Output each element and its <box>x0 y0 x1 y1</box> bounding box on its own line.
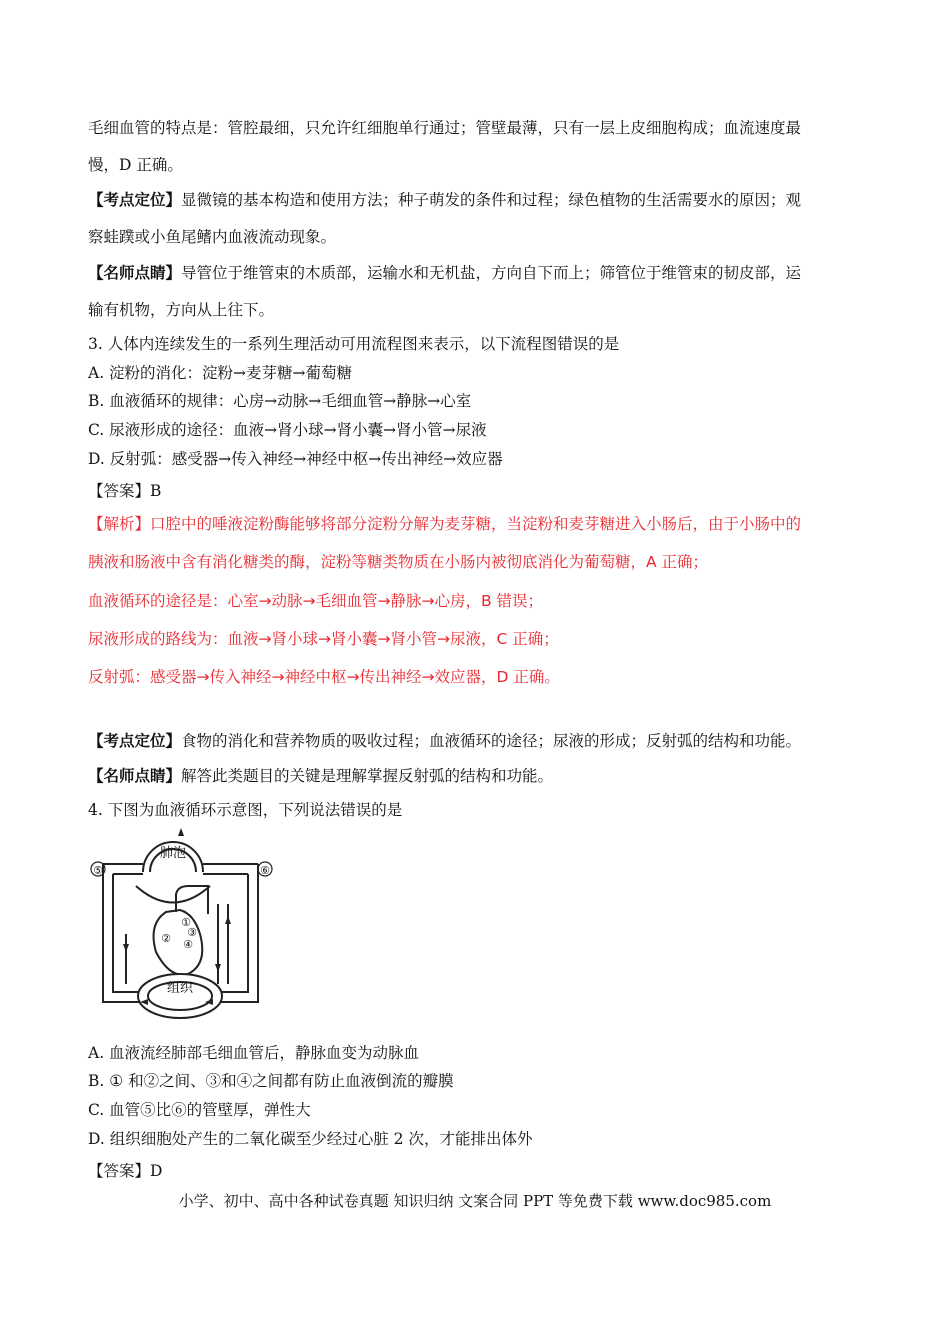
question-3-option-a: A. 淀粉的消化：淀粉→麦芽糖→葡萄糖 <box>88 364 353 382</box>
teacher-tip-tag: 【名师点睛】 <box>88 263 182 282</box>
exam-point-tag: 【考点定位】 <box>88 190 182 209</box>
exam-point-block <box>88 190 801 210</box>
mark-4: ④ <box>183 938 193 951</box>
question-3-stem: 3. 人体内连续发生的一系列生理活动可用流程图来表示，以下流程图错误的是 <box>88 335 620 353</box>
paragraph-line: 察蛙蹼或小鱼尾鳍内血液流动现象。 <box>88 228 337 246</box>
arrow-icon <box>178 828 184 836</box>
exam-point-text: 显微镜的基本构造和使用方法；种子萌发的条件和过程；绿色植物的生活需要水的原因；观 <box>181 191 802 209</box>
pulmonary-vessel-right <box>203 864 258 874</box>
arrow-icon <box>225 916 231 924</box>
pulmonary-capillary <box>136 886 210 903</box>
lung-label: 肺泡 <box>159 846 187 861</box>
tissue-label: 组织 <box>166 981 194 996</box>
mark-3: ③ <box>187 926 197 939</box>
analysis-line: 血液循环的途径是：心室→动脉→毛细血管→静脉→心房，B 错误； <box>88 592 544 610</box>
page-footer: 小学、初中、高中各种试卷真题 知识归纳 文案合同 PPT 等免费下载 www.doc985.com <box>178 1192 772 1210</box>
arrow-icon <box>215 964 221 972</box>
teacher-tip-text: 导管位于维管束的木质部，运输水和无机盐，方向自下而上；筛管位于维管束的韧皮部，运 <box>181 264 802 282</box>
paragraph-line: 输有机物，方向从上往下。 <box>88 301 275 319</box>
question-4-answer: 【答案】D <box>88 1162 163 1180</box>
mark-5: ⑤ <box>93 864 103 877</box>
question-4-option-c: C. 血管⑤比⑥的管壁厚，弹性大 <box>88 1101 311 1119</box>
exam-point-block <box>88 731 801 751</box>
question-3-option-b: B. 血液循环的规律：心房→动脉→毛细血管→静脉→心室 <box>88 392 472 410</box>
question-4-stem: 4. 下图为血液循环示意图，下列说法错误的是 <box>88 801 403 819</box>
exam-point-tag: 【考点定位】 <box>88 731 182 750</box>
teacher-tip-tag: 【名师点睛】 <box>88 766 182 785</box>
mark-2: ② <box>161 932 171 945</box>
question-4-option-a: A. 血液流经肺部毛细血管后，静脉血变为动脉血 <box>88 1044 420 1062</box>
analysis-line: 【解析】口腔中的唾液淀粉酶能够将部分淀粉分解为麦芽糖，当淀粉和麦芽糖进入小肠后，由于小肠中的 <box>88 515 802 533</box>
arrow-icon <box>123 944 129 952</box>
question-4-option-d: D. 组织细胞处产生的二氧化碳至少经过心脏 2 次，才能排出体外 <box>88 1130 533 1148</box>
analysis-line: 尿液形成的路线为：血液→肾小球→肾小囊→肾小管→尿液，C 正确； <box>88 630 559 648</box>
exam-point-text: 食物的消化和营养物质的吸收过程；血液循环的途径；尿液的形成；反射弧的结构和功能。 <box>181 732 802 750</box>
mark-6: ⑥ <box>260 864 270 877</box>
question-3-option-d: D. 反射弧：感受器→传入神经→神经中枢→传出神经→效应器 <box>88 450 503 468</box>
mark-1: ① <box>181 916 191 929</box>
pulmonary-vessel-left <box>103 864 143 874</box>
paragraph-line: 毛细血管的特点是：管腔最细，只允许红细胞单行通过；管壁最薄，只有一层上皮细胞构成；血流速度最 <box>88 119 802 137</box>
teacher-tip-block <box>88 766 553 786</box>
question-4-option-b: B. ① 和②之间、③和④之间都有防止血液倒流的瓣膜 <box>88 1072 454 1090</box>
systemic-vessels <box>126 904 228 984</box>
teacher-tip-block <box>88 263 801 283</box>
analysis-line: 反射弧：感受器→传入神经→神经中枢→传出神经→效应器，D 正确。 <box>88 668 560 686</box>
analysis-line: 胰液和肠液中含有消化糖类的酶，淀粉等糖类物质在小肠内被彻底消化为葡萄糖，A 正确； <box>88 553 709 571</box>
blood-circulation-diagram <box>88 824 278 1029</box>
question-3-answer: 【答案】B <box>88 482 162 500</box>
paragraph-line: 慢，D 正确。 <box>88 156 183 174</box>
question-3-option-c: C. 尿液形成的途径：血液→肾小球→肾小囊→肾小管→尿液 <box>88 421 487 439</box>
teacher-tip-text: 解答此类题目的关键是理解掌握反射弧的结构和功能。 <box>181 767 554 785</box>
